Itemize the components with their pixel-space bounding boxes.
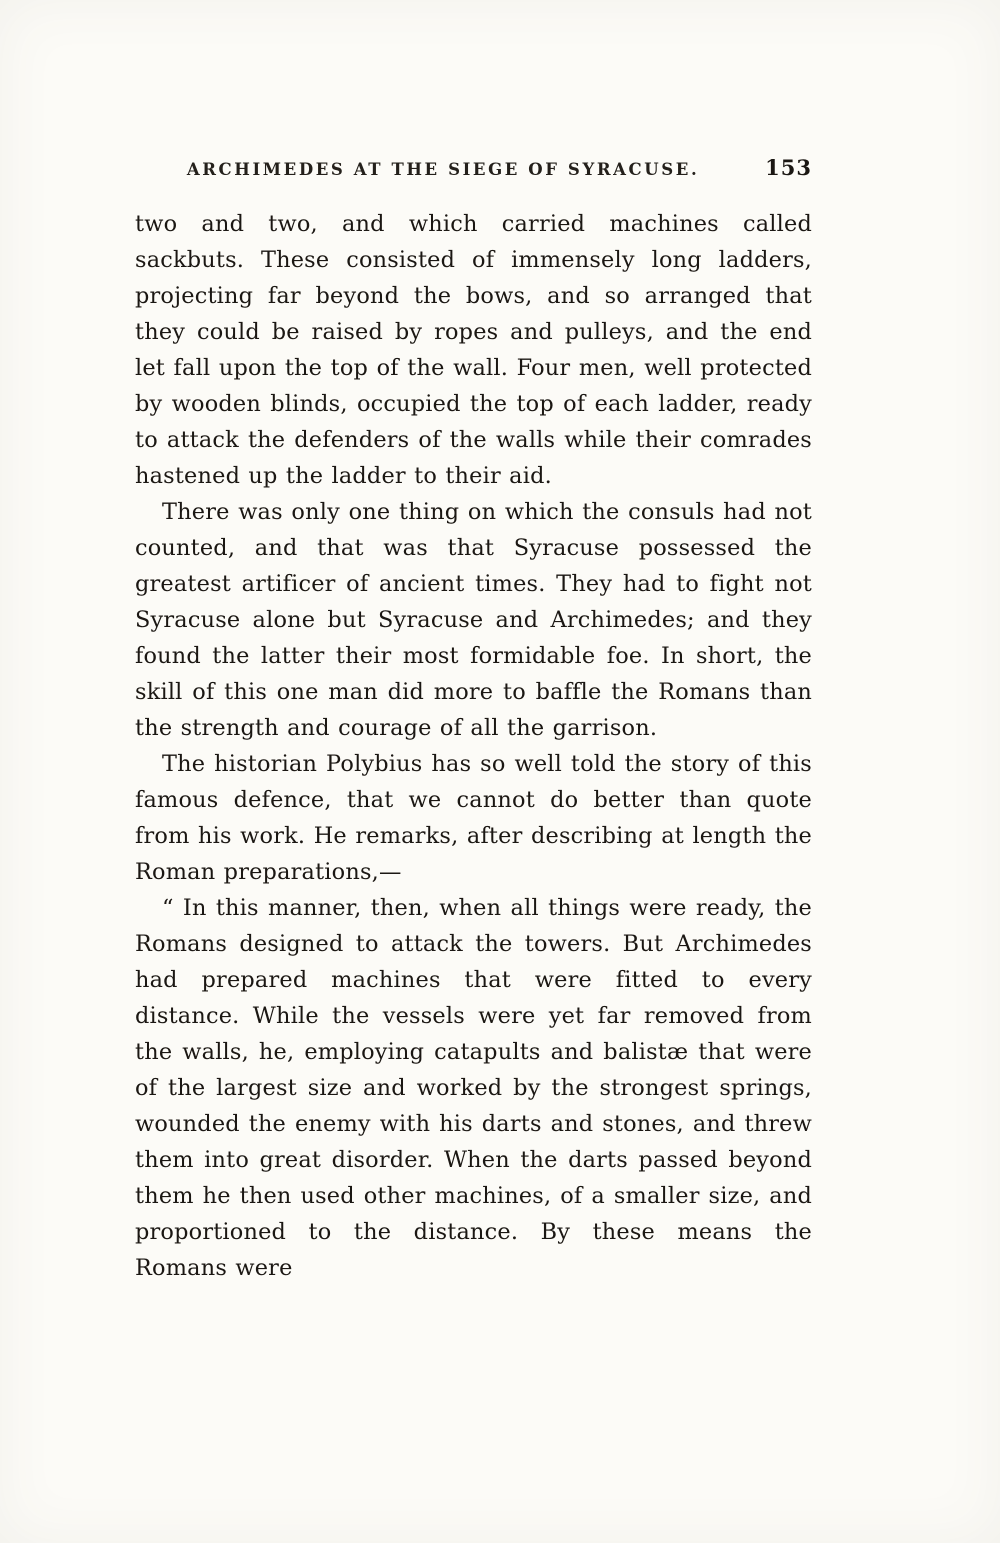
paragraph-consuls: There was only one thing on which the consuls had not counted, and that was that Syracuse possessed the greatest artificer of ancient times. They had to fight not Syracuse alone but Syracuse and Archimedes; and they found the latter their most formidable foe. In short, the skill of this one man did more to baffle the Romans than the strength and courage of all the garrison. bbox=[135, 499, 812, 741]
body-text bbox=[135, 206, 812, 1286]
paragraph-quote: “ In this manner, then, when all things were ready, the Romans designed to attack the towers. But Archimedes had prepared machines that were fitted to every distance. While the vessels were yet far removed from the walls, he, employing catapults and balistæ that were of the largest size and worked by the strongest springs, wounded the enemy with his darts and stones, and threw them into great disorder. When the darts passed beyond them he then used other machines, of a smaller size, and proportioned to the distance. By these means the Romans were bbox=[135, 895, 812, 1281]
paragraph-continuation: two and two, and which carried machines called sackbuts. These consisted of immensely long ladders, projecting far beyond the bows, and so arranged that they could be raised by ropes and pulleys, and the end let fall upon the top of the wall. Four men, well protected by wooden blinds, occupied the top of each ladder, ready to attack the defenders of the walls while their comrades hastened up the ladder to their aid. bbox=[135, 211, 812, 489]
paragraph-polybius: The historian Polybius has so well told the story of this famous defence, that we cannot do better than quote from his work. He remarks, after describing at length the Roman preparations,— bbox=[135, 751, 812, 885]
running-title: ARCHIMEDES AT THE SIEGE OF SYRACUSE. bbox=[186, 160, 700, 179]
page-header bbox=[135, 155, 812, 180]
page-number: 153 bbox=[765, 155, 812, 180]
text-block bbox=[135, 155, 812, 1286]
